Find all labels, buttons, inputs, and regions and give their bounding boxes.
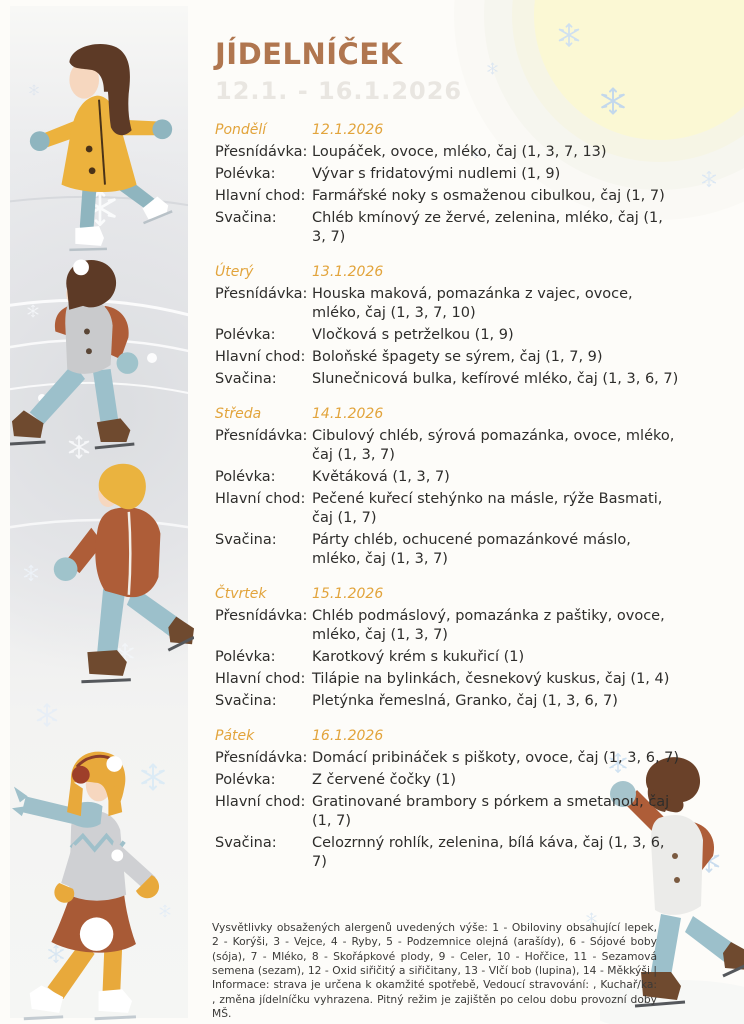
meal-label: Přesnídávka: — [215, 144, 308, 161]
meal-label: Svačina: — [215, 371, 277, 388]
day-section-monday — [215, 121, 681, 247]
meal-row — [215, 793, 681, 831]
meal-value: Pečené kuřecí stehýnko na másle, rýže Basmati, čaj (1, 7) — [312, 491, 663, 527]
meal-row — [215, 692, 681, 711]
day-name: Pondělí — [215, 122, 267, 139]
page-title: JÍDELNÍČEK — [215, 37, 403, 71]
day-date: 16.1.2026 — [312, 728, 384, 745]
meal-value: Loupáček, ovoce, mléko, čaj (1, 3, 7, 13) — [312, 144, 607, 161]
day-header — [215, 263, 681, 282]
meal-value: Farmářské noky s osmaženou cibulkou, čaj (1, 7) — [312, 188, 665, 205]
meal-label: Přesnídávka: — [215, 608, 308, 625]
allergen-footnote: Vysvětlivky obsažených alergenů uvedených výše: 1 - Obiloviny obsahující lepek, 2 - Korýši, 3 - Vejce, 4 - Ryby, 5 - Podzemnice olejná (arašídy), 6 - Sójové boby (sója), 7 - Mléko, 8 - Skořápkové plody, 9 - Celer, 10 - Hořčice, 11 - Sezamová semena (sezam), 12 - Oxid siřičitý a siřičitany, 13 - Vlčí bob (lupina), 14 - Měkkýši | Informace: strava je určena k okamžité spotřebě, Vedoucí stravování: , Kuchař/ka: , změna jídelníčku vyhrazena. Pitný režim je zajištěn po celou dobu provozní doby MŠ. — [212, 921, 657, 1020]
skater-boy-rust-jacket — [36, 458, 194, 706]
meal-row — [215, 490, 681, 528]
meal-label: Hlavní chod: — [215, 794, 306, 811]
menu-content — [215, 38, 681, 872]
meal-label: Hlavní chod: — [215, 188, 306, 205]
meal-row — [215, 749, 681, 768]
date-range: 12.1. - 16.1.2026 — [215, 77, 463, 106]
meal-row — [215, 670, 681, 689]
day-name: Čtvrtek — [215, 586, 267, 603]
meal-label: Polévka: — [215, 327, 276, 344]
day-header — [215, 727, 681, 746]
meal-value: Párty chléb, ochucené pomazánkové máslo, mléko, čaj (1, 3, 7) — [312, 532, 631, 568]
meal-row — [215, 326, 681, 345]
meal-label: Svačina: — [215, 693, 277, 710]
day-section-wednesday — [215, 405, 681, 569]
meal-row — [215, 771, 681, 790]
skater-boy-gray-vest — [10, 254, 158, 482]
day-date: 14.1.2026 — [312, 406, 384, 423]
meal-value: Chléb podmáslový, pomazánka z paštiky, ovoce, mléko, čaj (1, 3, 7) — [312, 608, 665, 644]
meal-value: Domácí pribináček s piškoty, ovoce, čaj (1, 3, 6, 7) — [312, 750, 680, 767]
meal-row — [215, 834, 681, 872]
meal-value: Vločková s petrželkou (1, 9) — [312, 327, 514, 344]
skater-girl-yellow-coat — [18, 34, 186, 272]
meal-label: Přesnídávka: — [215, 286, 308, 303]
meal-row — [215, 648, 681, 667]
day-date: 15.1.2026 — [312, 586, 384, 603]
meal-value: Celozrnný rohlík, zelenina, bílá káva, čaj (1, 3, 6, 7) — [312, 835, 665, 871]
meal-row — [215, 427, 681, 465]
meal-value: Vývar s fridatovými nudlemi (1, 9) — [312, 166, 561, 183]
meal-value: Tilápie na bylinkách, česnekový kuskus, čaj (1, 4) — [312, 671, 670, 688]
meal-label: Svačina: — [215, 835, 277, 852]
day-header — [215, 585, 681, 604]
meal-label: Přesnídávka: — [215, 750, 308, 767]
meal-row — [215, 187, 681, 206]
day-header — [215, 121, 681, 140]
meal-row — [215, 348, 681, 367]
meal-value: Boloňské špagety se sýrem, čaj (1, 7, 9) — [312, 349, 603, 366]
meal-value: Houska maková, pomazánka z vajec, ovoce, mléko, čaj (1, 3, 7, 10) — [312, 286, 633, 322]
day-section-friday — [215, 727, 681, 872]
meal-label: Hlavní chod: — [215, 671, 306, 688]
meal-label: Hlavní chod: — [215, 491, 306, 508]
day-header — [215, 405, 681, 424]
meal-label: Hlavní chod: — [215, 349, 306, 366]
meal-row — [215, 468, 681, 487]
day-section-thursday — [215, 585, 681, 711]
day-date: 12.1.2026 — [312, 122, 384, 139]
meal-value: Karotkový krém s kukuřicí (1) — [312, 649, 525, 666]
meal-row — [215, 143, 681, 162]
meal-value: Květáková (1, 3, 7) — [312, 469, 450, 486]
day-name: Pátek — [215, 728, 255, 745]
meal-value: Z červené čočky (1) — [312, 772, 457, 789]
meal-label: Svačina: — [215, 532, 277, 549]
meal-value: Pletýnka řemeslná, Granko, čaj (1, 3, 6, 7) — [312, 693, 618, 710]
meal-label: Svačina: — [215, 210, 277, 227]
day-date: 13.1.2026 — [312, 264, 384, 281]
skating-illustration-strip — [10, 6, 188, 1018]
meal-row — [215, 607, 681, 645]
day-section-tuesday — [215, 263, 681, 389]
meal-row — [215, 165, 681, 184]
meal-label: Polévka: — [215, 772, 276, 789]
meal-value: Cibulový chléb, sýrová pomazánka, ovoce, mléko, čaj (1, 3, 7) — [312, 428, 675, 464]
day-name: Úterý — [215, 264, 254, 281]
meal-row — [215, 209, 681, 247]
day-name: Středa — [215, 406, 262, 423]
meal-label: Polévka: — [215, 166, 276, 183]
meal-label: Přesnídávka: — [215, 428, 308, 445]
meal-row — [215, 370, 681, 389]
snowflake-icon — [700, 170, 718, 188]
meal-value: Slunečnicová bulka, kefírové mléko, čaj (1, 3, 6, 7) — [312, 371, 679, 388]
meal-label: Polévka: — [215, 649, 276, 666]
meal-value: Chléb kmínový ze žervé, zelenina, mléko, čaj (1, 3, 7) — [312, 210, 663, 246]
meal-row — [215, 531, 681, 569]
meal-value: Gratinované brambory s pórkem a smetanou, čaj (1, 7) — [312, 794, 670, 830]
meal-row — [215, 285, 681, 323]
skater-girl-gray-sweater — [12, 744, 194, 1022]
meal-label: Polévka: — [215, 469, 276, 486]
